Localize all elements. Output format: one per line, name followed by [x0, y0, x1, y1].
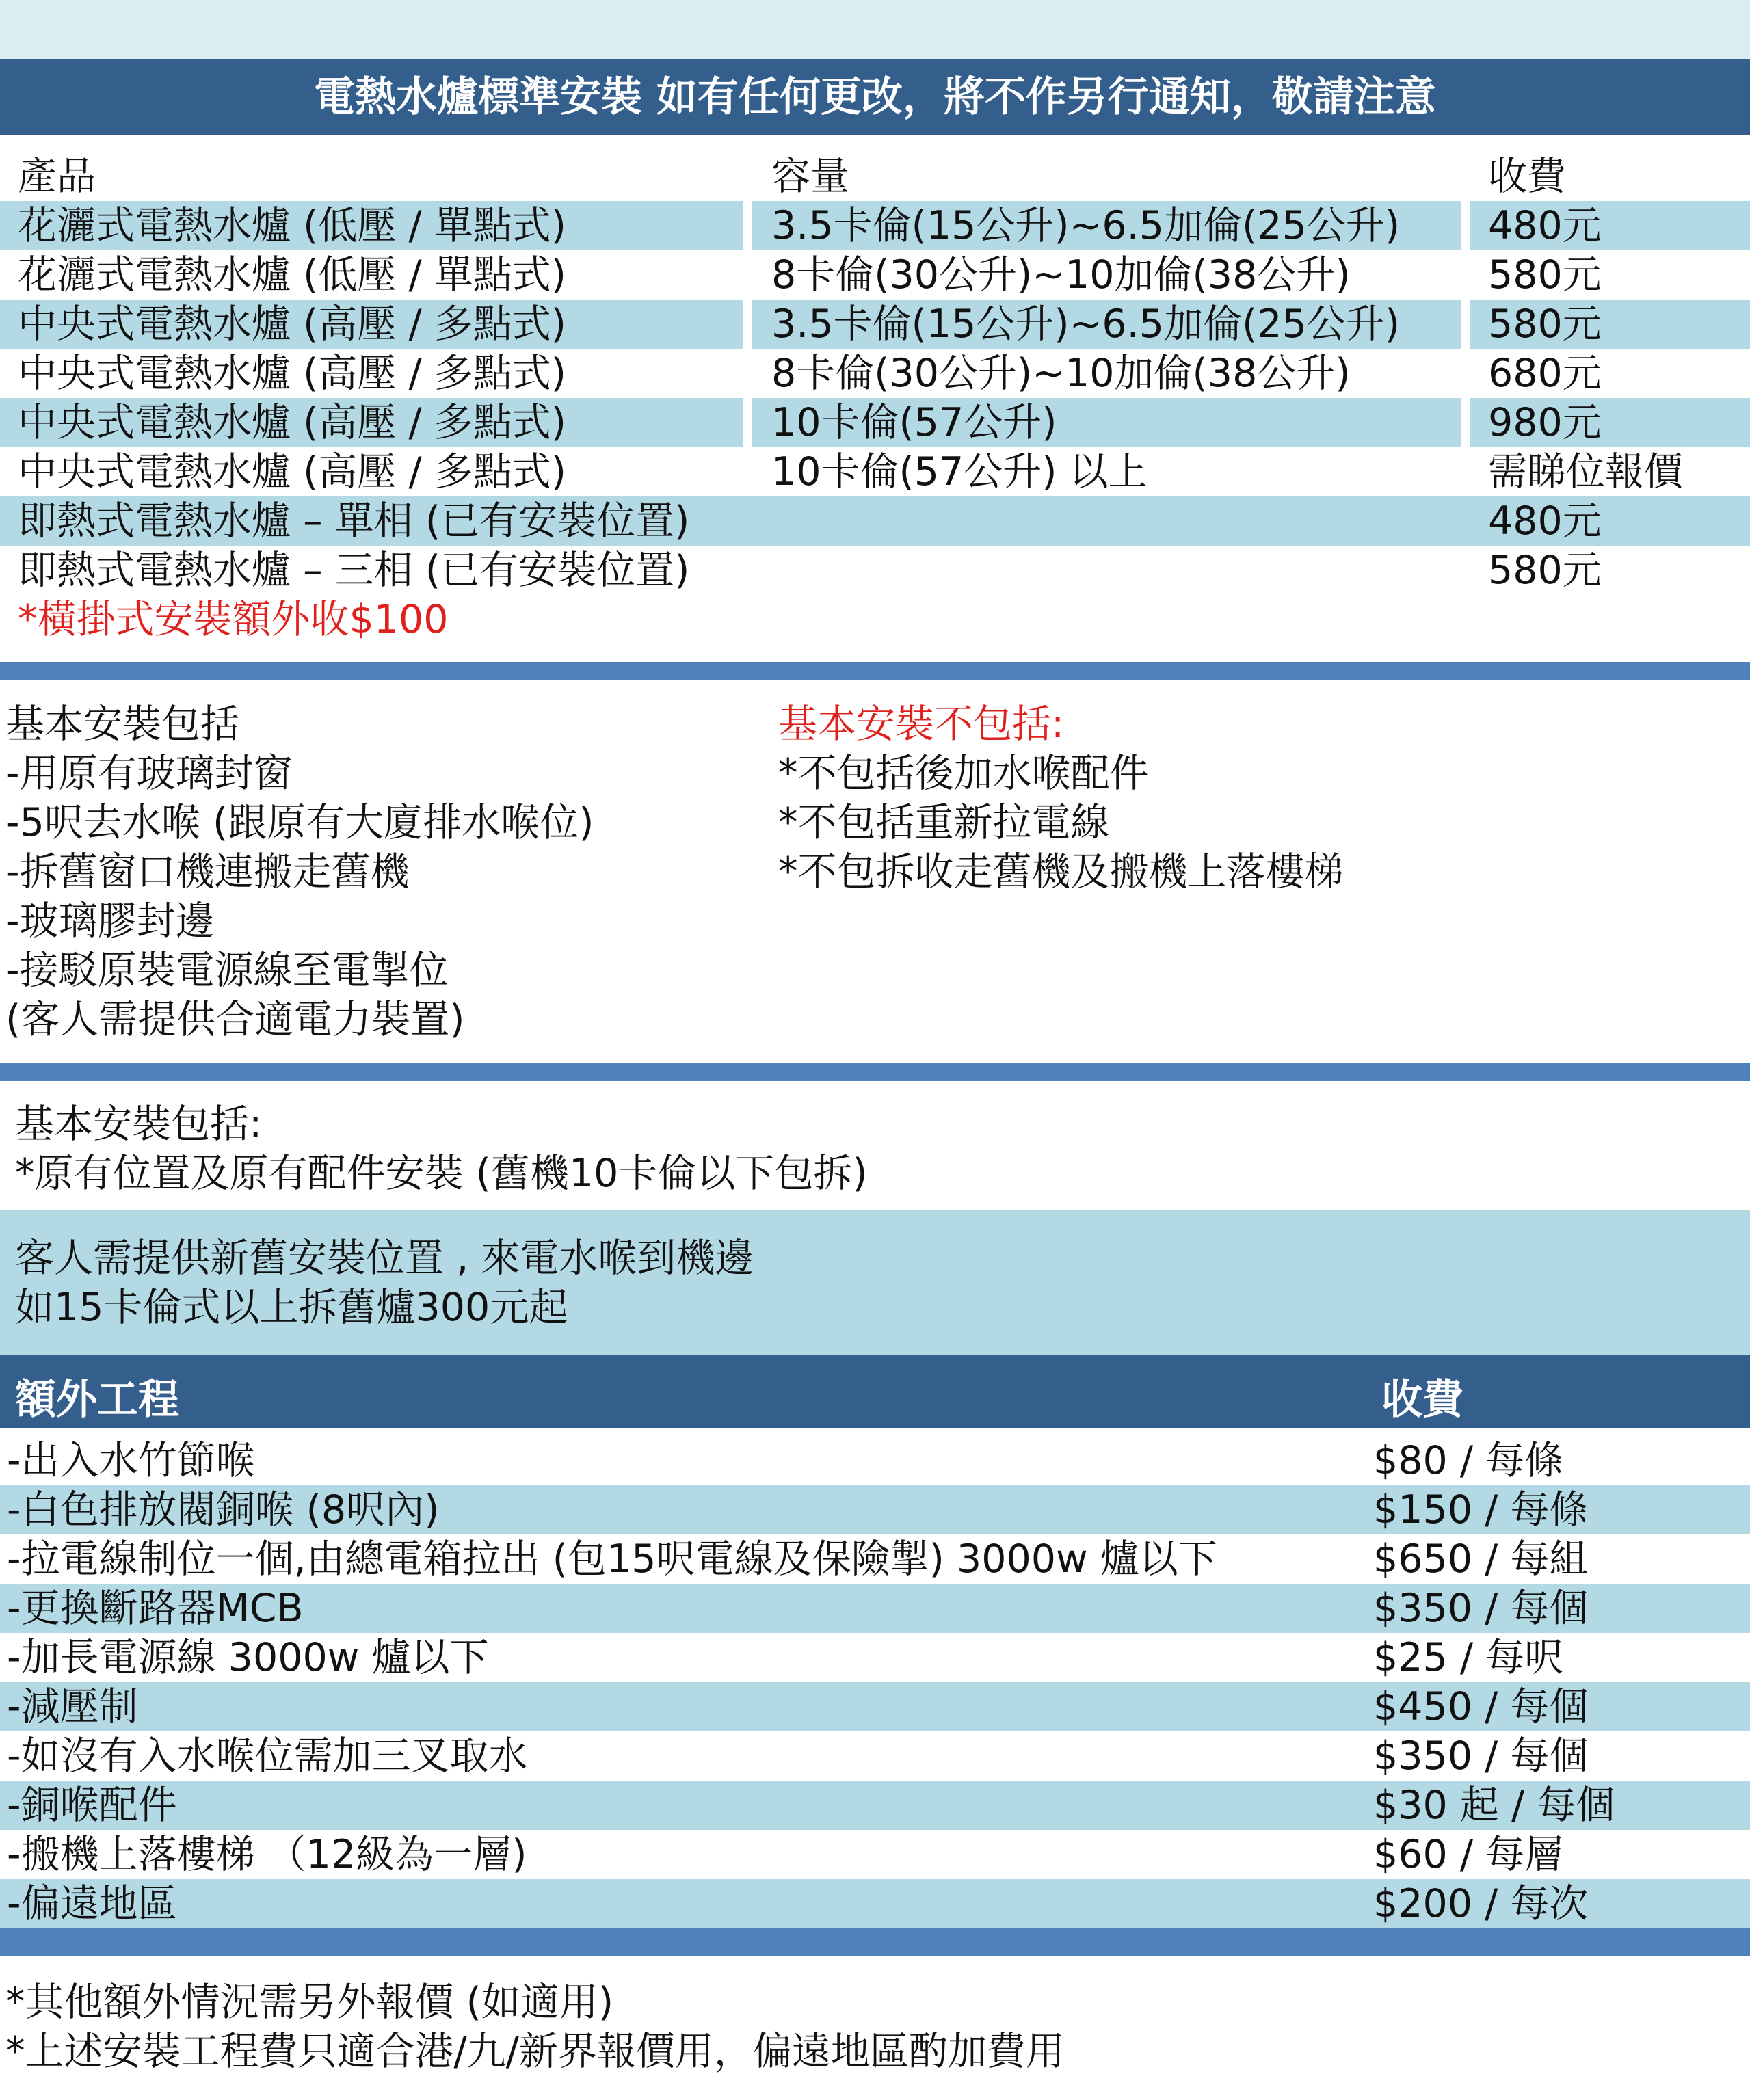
includes-item: -5呎去水喉 (跟原有大廈排水喉位)	[5, 800, 594, 845]
table-row	[0, 1485, 1750, 1534]
table-row	[0, 300, 1750, 349]
column-separator	[1461, 135, 1470, 496]
footer-note: *其他額外情況需另外報價 (如適用)	[5, 1980, 614, 2025]
product-name: 即熱式電熱水爐 – 單相 (已有安裝位置)	[18, 499, 690, 544]
product-capacity: 8卡倫(30公升)~10加倫(38公升)	[771, 252, 1351, 297]
header-price: 收費	[1488, 154, 1566, 199]
table-row	[0, 398, 1750, 447]
extra-price: $60 / 每層	[1373, 1832, 1564, 1877]
product-price: 980元	[1488, 400, 1602, 445]
price-table-header	[0, 135, 1750, 201]
extra-price: $350 / 每個	[1373, 1586, 1589, 1631]
table-row	[0, 1830, 1750, 1879]
table-row	[0, 1879, 1750, 1928]
top-band	[0, 0, 1750, 59]
table-row	[0, 447, 1750, 496]
extra-price: $25 / 每呎	[1373, 1635, 1564, 1680]
extra-price: $80 / 每條	[1373, 1438, 1564, 1483]
customer-note-line: 客人需提供新舊安裝位置 , 來電水喉到機邊	[15, 1236, 754, 1281]
product-price: 480元	[1488, 499, 1602, 544]
extra-table-header	[0, 1355, 1750, 1428]
extra-price: $30 起 / 每個	[1373, 1783, 1615, 1828]
table-row	[0, 1682, 1750, 1731]
table-row	[0, 1584, 1750, 1633]
product-name: 花灑式電熱水爐 (低壓 / 單點式)	[18, 203, 567, 248]
section-divider	[0, 1928, 1750, 1956]
section-divider	[0, 1063, 1750, 1081]
product-price: 需睇位報價	[1488, 449, 1683, 494]
excludes-item: *不包括後加水喉配件	[778, 751, 1149, 796]
extra-item: -如沒有入水喉位需加三叉取水	[7, 1733, 528, 1779]
product-name: 中央式電熱水爐 (高壓 / 多點式)	[18, 351, 567, 396]
includes-item: -接駁原裝電源線至電掣位	[5, 948, 449, 993]
header-capacity: 容量	[771, 154, 849, 199]
horizontal-install-note: *橫掛式安裝額外收$100	[18, 597, 449, 642]
customer-note-line: 如15卡倫式以上拆舊爐300元起	[15, 1285, 568, 1330]
includes-title: 基本安裝包括	[5, 702, 239, 747]
product-capacity: 10卡倫(57公升)	[771, 400, 1057, 445]
table-row	[0, 496, 1750, 546]
column-separator	[743, 135, 752, 496]
table-row	[0, 1781, 1750, 1830]
product-capacity: 8卡倫(30公升)~10加倫(38公升)	[771, 351, 1351, 396]
extra-price: $650 / 每組	[1373, 1537, 1589, 1582]
section-divider	[0, 662, 1750, 680]
footer-note: *上述安裝工程費只適合港/九/新界報價用，偏遠地區酌加費用	[5, 2029, 1065, 2074]
includes-item: (客人需提供合適電力裝置)	[5, 997, 465, 1042]
product-name: 即熱式電熱水爐 – 三相 (已有安裝位置)	[18, 548, 690, 593]
product-capacity: 3.5卡倫(15公升)~6.5加倫(25公升)	[771, 302, 1401, 347]
product-capacity: 3.5卡倫(15公升)~6.5加倫(25公升)	[771, 203, 1401, 248]
table-row	[0, 1731, 1750, 1781]
extra-item: -白色排放閥銅喉 (8呎內)	[7, 1487, 440, 1532]
extra-price: $450 / 每個	[1373, 1684, 1589, 1729]
table-note-row	[0, 595, 1750, 644]
table-row	[0, 201, 1750, 250]
excludes-item: *不包拆收走舊機及搬機上落樓梯	[778, 849, 1344, 894]
product-price: 480元	[1488, 203, 1602, 248]
customer-note-block	[0, 1210, 1750, 1355]
extra-item: -拉電線制位一個,由總電箱拉出 (包15呎電線及保險掣) 3000w 爐以下	[7, 1537, 1217, 1582]
header-extra-work: 額外工程	[15, 1376, 179, 1424]
extra-item: -偏遠地區	[7, 1881, 177, 1926]
excludes-title: 基本安裝不包括:	[778, 702, 1065, 747]
includes-item: -拆舊窗口機連搬走舊機	[5, 849, 410, 894]
extra-price: $350 / 每個	[1373, 1733, 1589, 1779]
extra-item: -更換斷路器MCB	[7, 1586, 304, 1631]
extra-item: -銅喉配件	[7, 1783, 177, 1828]
includes2-title: 基本安裝包括:	[15, 1102, 263, 1147]
extra-item: -搬機上落樓梯 （12級為一層)	[7, 1832, 527, 1877]
product-price: 580元	[1488, 548, 1602, 593]
header-product: 產品	[18, 154, 96, 199]
table-row	[0, 1534, 1750, 1584]
extra-price: $200 / 每次	[1373, 1881, 1589, 1926]
extra-item: -出入水竹節喉	[7, 1438, 255, 1483]
table-row	[0, 250, 1750, 300]
product-capacity: 10卡倫(57公升) 以上	[771, 449, 1148, 494]
extra-price: $150 / 每條	[1373, 1487, 1589, 1532]
extra-item: -減壓制	[7, 1684, 138, 1729]
product-price: 680元	[1488, 351, 1602, 396]
includes-item: -用原有玻璃封窗	[5, 751, 293, 796]
product-name: 花灑式電熱水爐 (低壓 / 單點式)	[18, 252, 567, 297]
header-extra-price: 收費	[1381, 1376, 1463, 1424]
product-name: 中央式電熱水爐 (高壓 / 多點式)	[18, 449, 567, 494]
product-price: 580元	[1488, 252, 1602, 297]
product-name: 中央式電熱水爐 (高壓 / 多點式)	[18, 302, 567, 347]
page-title: 電熱水爐標準安裝 如有任何更改，將不作另行通知，敬請注意	[0, 59, 1750, 135]
table-row	[0, 546, 1750, 595]
table-row	[0, 349, 1750, 398]
includes-item: -玻璃膠封邊	[5, 899, 215, 944]
includes2-item: *原有位置及原有配件安裝 (舊機10卡倫以下包拆)	[15, 1151, 868, 1196]
table-row	[0, 1633, 1750, 1682]
excludes-item: *不包括重新拉電線	[778, 800, 1110, 845]
product-price: 580元	[1488, 302, 1602, 347]
product-name: 中央式電熱水爐 (高壓 / 多點式)	[18, 400, 567, 445]
table-row	[0, 1436, 1750, 1485]
extra-item: -加長電源線 3000w 爐以下	[7, 1635, 489, 1680]
